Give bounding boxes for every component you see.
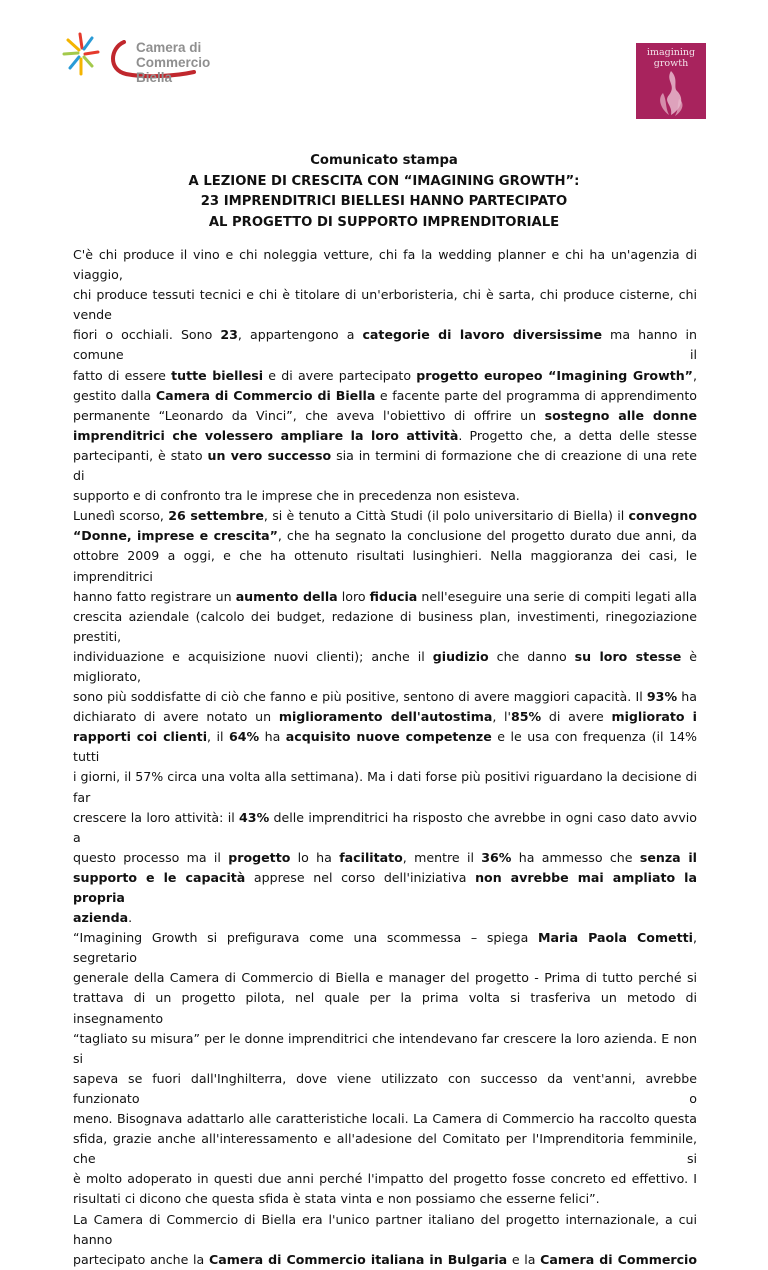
text-line: hanno fatto registrare un aumento della loro fiducia nell'eseguire una serie di compiti legati alla <box>73 588 697 604</box>
text-line: generale della Camera di Commercio di Biella e manager del progetto - Prima di tutto perché si <box>73 970 697 986</box>
ig-logo-line1: imagining <box>646 47 696 58</box>
text-line: meno. Bisognava adattarlo alle caratteristiche locali. La Camera di Commercio ha raccolto questa <box>73 1111 697 1127</box>
text-line: chi produce tessuti tecnici e chi è titolare di un'erboristeria, chi è sarta, chi produce cisterne, chi vende <box>73 287 697 323</box>
text-line: “tagliato su misura” per le donne imprenditrici che intendevano far crescere la loro azienda. E non si <box>73 1030 697 1066</box>
text-line: fatto di essere tutte biellesi e di avere partecipato progetto europeo “Imagining Growth”, <box>73 367 697 383</box>
text-line: è molto adoperato in questi due anni perché l'impatto del progetto fosse concreto ed effettivo. I <box>73 1171 697 1187</box>
text-line: crescita aziendale (calcolo dei budget, redazione di business plan, investimenti, rinegoziazione prestiti, <box>73 608 697 644</box>
text-line: partecipato anche la Camera di Commercio italiana in Bulgaria e la Camera di Commercio <box>73 1251 698 1267</box>
text-line: supporto e di confronto tra le imprese che in precedenza non esisteva. <box>73 488 520 504</box>
text-line: partecipanti, è stato un vero successo sia in termini di formazione che di creazione di una rete di <box>73 447 697 484</box>
camera-di-commercio-logo <box>62 28 262 88</box>
text-line: crescere la loro attività: il 43% delle imprenditrici ha risposto che avrebbe in ogni caso dato avvio a <box>73 809 697 845</box>
header-label: Comunicato stampa <box>310 153 458 168</box>
text-line: C'è chi produce il vino e chi noleggia vetture, chi fa la wedding planner e chi ha un'agenzia di viaggio, <box>73 247 697 283</box>
text-line: rapporti coi clienti, il 64% ha acquisito nuove competenze e le usa con frequenza (il 14% tutti <box>73 729 697 765</box>
text-line: La Camera di Commercio di Biella era l'unico partner italiano del progetto internazionale, a cui hanno <box>73 1211 697 1247</box>
text-line: “Imagining Growth si prefigurava come una scommessa – spiega Maria Paola Cometti, segretario <box>73 930 697 966</box>
text-line: sapeva se fuori dall'Inghilterra, dove viene utilizzato con successo da vent'anni, avrebbe funzionato o <box>73 1070 697 1106</box>
text-line: supporto e le capacità apprese nel corso dell'iniziativa non avrebbe mai ampliato la propria <box>73 869 697 905</box>
headline-line-2: 23 IMPRENDITRICI BIELLESI HANNO PARTECIPATO <box>200 194 568 209</box>
text-line: fiori o occhiali. Sono 23, appartengono a categorie di lavoro diversissime ma hanno in comune il <box>73 327 698 363</box>
cciaa-logo-text <box>136 40 262 85</box>
text-line: gestito dalla Camera di Commercio di Biella e facente parte del programma di apprendimento <box>73 387 697 403</box>
paragraph-2 <box>73 506 697 928</box>
ig-logo-line2: growth <box>653 58 689 69</box>
text-line: permanente “Leonardo da Vinci”, che aveva l'obiettivo di offrire un sostegno alle donne <box>73 407 697 423</box>
headline-line-3: AL PROGETTO DI SUPPORTO IMPRENDITORIALE <box>208 214 560 230</box>
press-release-header <box>0 151 768 233</box>
text-line: sfida, grazie anche all'interessamento e all'adesione del Comitato per l'Imprenditoria femminile, che si <box>73 1131 697 1167</box>
text-line: Lunedì scorso, 26 settembre, si è tenuto a Città Studi (il polo universitario di Biella) il convegno <box>73 508 697 524</box>
flame-icon <box>651 69 691 119</box>
text-line: individuazione e acquisizione nuovi clienti); anche il giudizio che danno su loro stesse è migliorato, <box>73 648 698 684</box>
press-release-body <box>73 245 697 1270</box>
text-line: azienda. <box>73 910 133 926</box>
headline-line-1: A LEZIONE DI CRESCITA CON “IMAGINING GROWTH”: <box>188 173 580 189</box>
text-line: questo processo ma il progetto lo ha facilitato, mentre il 36% ha ammesso che senza il <box>73 849 697 865</box>
cciaa-logo-line2: Biella <box>136 70 173 85</box>
paragraph-3 <box>73 928 697 1209</box>
text-line: imprenditrici che volessero ampliare la loro attività. Progetto che, a detta delle stesse <box>73 427 697 443</box>
imagining-growth-logo <box>636 43 706 119</box>
text-line: “Donne, imprese e crescita”, che ha segnato la conclusione del progetto durato due anni, da <box>73 528 698 544</box>
text-line: i giorni, il 57% circa una volta alla settimana). Ma i dati forse più positivi riguardano la decisione di far <box>73 769 697 805</box>
paragraph-1 <box>73 245 697 506</box>
text-line: dichiarato di avere notato un miglioramento dell'autostima, l'85% di avere migliorato i <box>73 709 698 725</box>
imagining-growth-logo-text <box>636 47 706 69</box>
paragraph-4 <box>73 1210 697 1270</box>
text-line: ottobre 2009 a oggi, e che ha ottenuto risultati lusinghieri. Nella maggioranza dei casi, le imprenditrici <box>73 548 697 584</box>
text-line: risultati ci dicono che questa sfida è stata vinta e non possiamo che esserne felici”. <box>73 1191 600 1207</box>
text-line: trattava di un progetto pilota, nel quale per la prima volta si trasferiva un metodo di insegnamento <box>73 990 697 1026</box>
colorful-star-icon <box>62 32 102 76</box>
text-line: sono più soddisfatte di ciò che fanno e più positive, sentono di avere maggiori capacità. Il 93% ha <box>73 689 697 705</box>
cciaa-logo-line1: Camera di Commercio <box>136 40 211 70</box>
